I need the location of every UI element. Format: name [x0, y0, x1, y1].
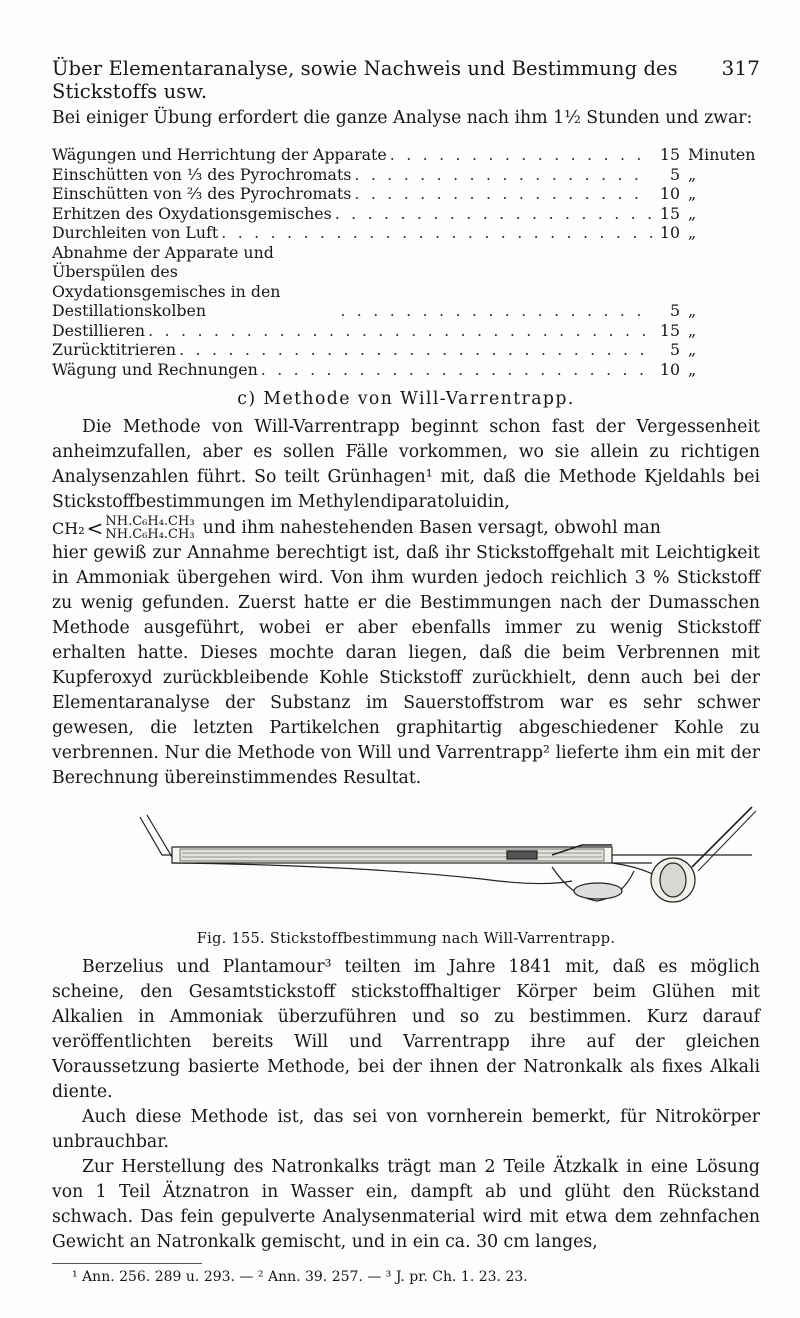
row-value: 15 [659, 145, 680, 164]
footnote-rule [52, 1263, 202, 1264]
figure [52, 805, 760, 955]
bracket-glyph: < [86, 516, 104, 540]
row-value: 15 [659, 320, 680, 340]
body-paragraph: Berzelius und Plantamour³ teilten im Jahre 1841 mit, daß es möglich scheine, den Gesamtstickstoff stickstoffhaltiger Körper beim Glühen mit Alkalien in Ammoniak überzuführen und so zu bestimmen. Kurz darauf veröffentlichten bereits Will und Varrentrapp ihre auf der gleichen Voraussetzung basierte Methode, bei der ihnen der Natronkalk als fixes Alkali diente. [52, 957, 760, 1102]
body-paragraph: hier gewiß zur Annahme berechtigt ist, daß ihr Stickstoffgehalt mit Leichtigkeit in Ammoniak übergehen wird. Von ihm wurden jedoch reichlich 3 % Stickstoff zu wenig gefunden. Zuerst hatte er die Bestimmungen nach der Dumasschen Methode ausgeführt, wobei er aber ebenfalls immer zu wenig Stickstoff erhalten hatte. Dieses mochte daran liegen, daß die beim Verbrennen mit Kupferoxyd zurückbleibende Kohle Stickstoff zurückhielt, denn auch bei der Elementaranalyse der Substanz im Sauerstoffstrom war es sehr schwer gewesen, die letzten Partikelchen graphitartig abgeschiedener Kohle zu verbrennen. Nur die Methode von Will und Varrentrapp² lieferte ihm ein mit der Berechnung übereinstimmendes Resultat. [52, 543, 760, 788]
table-row [52, 204, 760, 224]
section-heading: c) Methode von Will-Varrentrapp. [237, 389, 575, 409]
row-value: 5 [669, 164, 680, 184]
dot-leader [351, 184, 652, 204]
row-unit: „ [688, 164, 697, 184]
formula-branches [105, 515, 194, 541]
page [52, 56, 760, 1286]
row-label: Wägungen und Herrichtung der Apparate [52, 145, 387, 164]
formula-branch-bottom: NH.C₆H₄.CH₃ [105, 527, 195, 542]
table-row [52, 145, 760, 165]
row-label: Erhitzen des Oxydationsgemisches [52, 203, 332, 223]
formula-line [52, 515, 760, 541]
body-paragraph: Zur Herstellung des Natronkalks trägt man 2 Teile Ätzkalk in eine Lösung von 1 Teil Ätznatron in Wasser ein, dampft ab und glüht den Rückstand schwach. Das fein gepulverte Analysenmaterial wird mit etwa dem zehnfachen Gewicht an Natronkalk gemischt, und in ein ca. 30 cm langes, [52, 1157, 760, 1252]
formula-base: CH₂ [52, 518, 85, 538]
row-value: 5 [669, 301, 680, 320]
row-label: Abnahme der Apparate und Überspülen des Oxydationsgemisches in den Destillationskolben [52, 242, 281, 320]
table-row [52, 321, 760, 341]
table-row [52, 184, 760, 204]
row-label: Destillieren [52, 320, 146, 340]
header-title: Über Elementaranalyse, sowie Nachweis und Bestimmung des Stickstoffs usw. [52, 57, 678, 103]
table-row [52, 165, 760, 185]
chemical-formula [52, 515, 195, 541]
dot-leader [387, 145, 652, 165]
row-value: 10 [659, 184, 680, 203]
row-unit: „ [688, 359, 697, 379]
row-value: 10 [659, 223, 680, 242]
row-label: Einschütten von ⅓ des Pyrochromats [52, 164, 352, 184]
row-label: Zurücktitrieren [52, 340, 177, 359]
body-paragraph: Auch diese Methode ist, das sei von vornherein bemerkt, für Nitrokörper unbrauchbar. [52, 1107, 760, 1152]
body-paragraph: Die Methode von Will-Varrentrapp beginnt schon fast der Vergessenheit anheimzufallen, aber es sollen Fälle vorkommen, wo sie allein zu richtigen Analysenzahlen führt. So teilt Grünhagen¹ mit, daß die Methode Kjeldahls bei Stickstoffbestimmungen im Methylendiparatoluidin, [52, 417, 760, 512]
dot-leader [337, 301, 652, 321]
footnotes: ¹ Ann. 256. 289 u. 293. — ² Ann. 39. 257. — ³ J. pr. Ch. 1. 23. 23. [72, 1269, 528, 1285]
dot-leader [332, 204, 652, 224]
table-row [52, 223, 760, 243]
formula-branch-top: NH.C₆H₄.CH₃ [105, 514, 195, 529]
row-unit: „ [688, 203, 697, 223]
row-label: Wägung und Rechnungen [52, 359, 258, 379]
table-row [52, 340, 760, 360]
dot-leader [258, 360, 652, 380]
dot-leader [145, 321, 652, 341]
table-row [52, 243, 760, 321]
row-label: Durchleiten von Luft [52, 223, 219, 242]
row-unit: „ [688, 223, 697, 242]
row-value: 10 [659, 359, 680, 379]
formula-line-text: und ihm nahestehenden Basen versagt, obwohl man [202, 517, 661, 538]
row-unit: „ [688, 320, 697, 340]
row-value: 15 [659, 203, 680, 223]
dot-leader [176, 340, 652, 360]
dot-leader [218, 223, 652, 243]
figure-caption: Fig. 155. Stickstoffbestimmung nach Will-Varrentrapp. [196, 931, 616, 947]
intro-paragraph: Bei einiger Übung erfordert die ganze Analyse nach ihm 1½ Stunden und zwar: [52, 108, 753, 128]
row-unit: „ [688, 184, 697, 203]
running-header [52, 56, 760, 103]
timing-table [52, 145, 760, 379]
apparatus-illustration [52, 805, 760, 925]
dot-leader [351, 165, 652, 185]
row-unit: Minuten [688, 145, 756, 164]
row-unit: „ [688, 340, 697, 359]
table-row [52, 360, 760, 380]
row-value: 5 [669, 340, 680, 359]
row-unit: „ [688, 301, 697, 320]
page-number: 317 [721, 56, 760, 80]
row-label: Einschütten von ⅔ des Pyrochromats [52, 184, 352, 203]
